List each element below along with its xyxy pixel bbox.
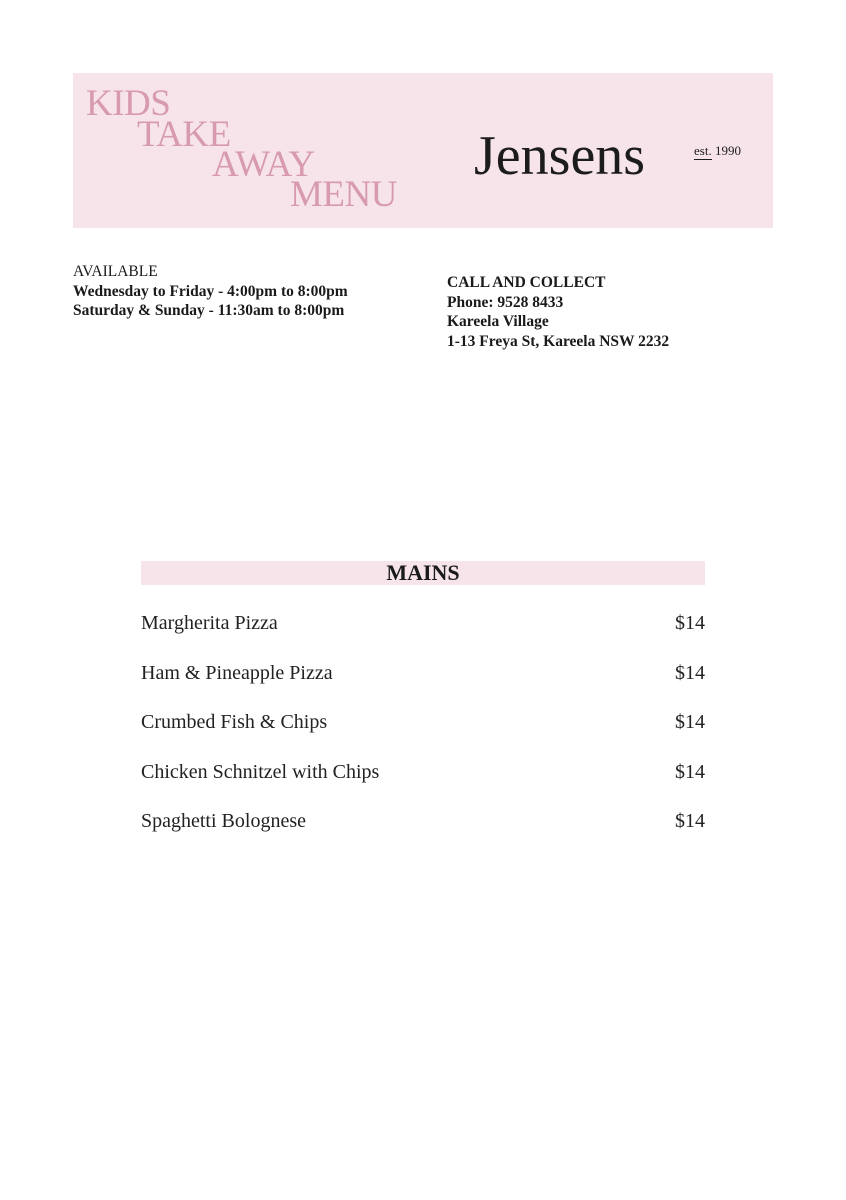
menu-title-line-3: AWAY [212,144,315,185]
section-header-band [141,561,705,585]
menu-item-name: Ham & Pineapple Pizza [141,661,333,684]
established-year: est. 1990 [694,143,741,158]
menu-item-price: $14 [675,711,705,734]
established-underline [694,159,712,160]
contact-address: 1-13 Freya St, Kareela NSW 2232 [447,332,670,350]
menu-item-name: Crumbed Fish & Chips [141,711,328,734]
menu-item [141,807,705,857]
menu-item-name: Margherita Pizza [141,612,278,634]
menu-item-price: $14 [675,810,705,833]
menu-title-line-4: MENU [290,174,397,215]
contact-heading: CALL AND COLLECT [447,274,606,291]
availability-weekend: Saturday & Sunday - 11:30am to 8:00pm [73,302,345,319]
availability-heading: AVAILABLE [73,263,158,280]
menu-item-price: $14 [675,760,705,783]
availability-block [73,262,348,321]
menu-item-name: Chicken Schnitzel with Chips [141,760,380,783]
menu-item [141,659,705,709]
menu-item [141,708,705,758]
menu-title-line-1: KIDS [86,83,171,124]
menu-item [141,758,705,808]
brand-logo: Jensens [474,125,646,187]
menu-item-price: $14 [675,661,705,684]
section-title: MAINS [386,560,460,585]
menu-item [141,609,705,659]
contact-phone: Phone: 9528 8433 [447,293,564,311]
menu-item-name: Spaghetti Bolognese [141,810,306,833]
contact-block [447,273,669,351]
menu-title-line-2: TAKE [137,114,231,155]
menu-list [141,609,705,857]
header-banner [73,73,773,228]
menu-item-price: $14 [675,612,705,634]
availability-weekday: Wednesday to Friday - 4:00pm to 8:00pm [73,282,348,300]
contact-location: Kareela Village [447,313,549,330]
